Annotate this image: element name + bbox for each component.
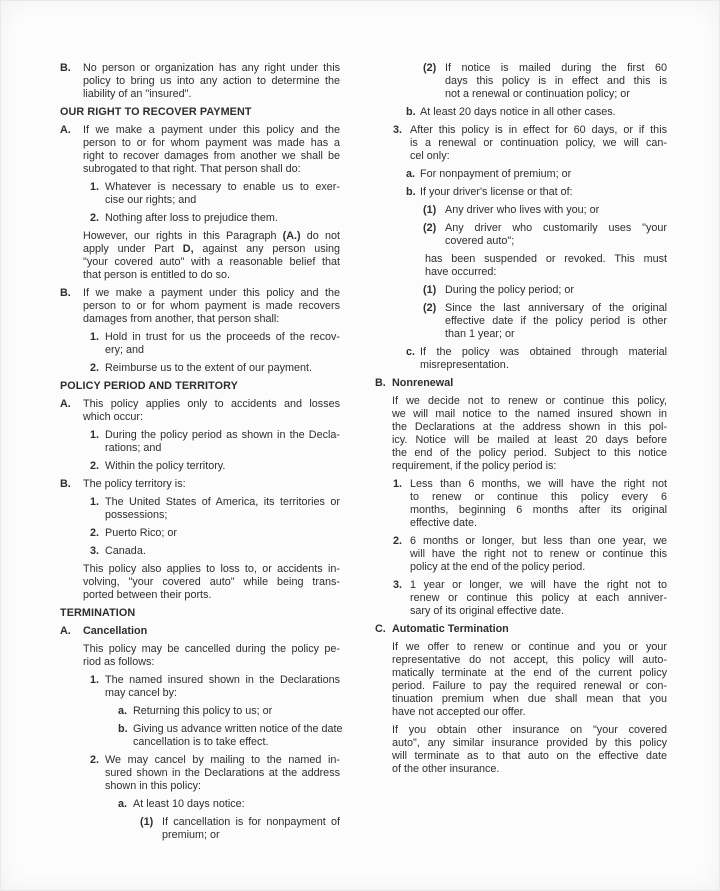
list-item	[60, 705, 340, 718]
list-item	[375, 478, 667, 530]
text-content: If the policy was obtained through material misrepresentation.	[420, 346, 667, 371]
text-content: This policy may be cancelled during the policy pe- riod as follows:	[83, 643, 340, 668]
text-content: Reimburse us to the extent of our payment.	[105, 362, 313, 374]
list-item	[375, 168, 667, 181]
text-content: Nothing after loss to prejudice them.	[105, 212, 278, 224]
list-item	[375, 124, 667, 163]
list-item	[375, 623, 667, 636]
list-item	[375, 284, 667, 297]
list-marker: 3.	[393, 579, 403, 591]
list-item	[60, 674, 340, 700]
section-heading	[60, 380, 340, 393]
text-content: If we make a payment under this policy and the person to or for whom payment was made has a right to recover damages from another we shall be subrogated to that right. That person shall do:	[83, 124, 340, 175]
text-content: Nonrenewal	[392, 377, 454, 389]
paragraph	[60, 563, 340, 602]
text-content: 1 year or longer, we will have the right not to renew or continue this policy at each anniver- sary of its original effective date.	[410, 579, 667, 617]
list-item	[60, 723, 343, 749]
text-content: At least 20 days notice in all other cases.	[420, 106, 616, 118]
text-content: has been suspended or revoked. This must have occurred:	[425, 253, 667, 278]
list-marker: a.	[406, 168, 416, 180]
list-marker: a.	[118, 705, 128, 717]
list-marker: (1)	[423, 284, 437, 296]
list-marker: A.	[60, 398, 71, 410]
list-marker: (2)	[423, 62, 437, 74]
text-content: For nonpayment of premium; or	[420, 168, 572, 180]
list-marker: (2)	[423, 302, 437, 314]
list-marker: b.	[406, 186, 416, 198]
list-marker: 2.	[90, 460, 100, 472]
list-item	[60, 798, 340, 811]
text-content: TERMINATION	[60, 607, 136, 619]
list-item	[375, 377, 667, 390]
list-item	[60, 625, 340, 638]
list-item	[60, 331, 340, 357]
list-marker: 1.	[90, 331, 100, 343]
text-content: Puerto Rico; or	[105, 527, 178, 539]
text-content: Any driver who lives with you; or	[445, 204, 600, 216]
list-item	[375, 62, 667, 101]
text-content: No person or organization has any right under this policy to bring us into any action to determine the liability of an "insured".	[83, 62, 340, 100]
section-heading	[60, 106, 340, 119]
text-content: Since the last anniversary of the original effective date if the policy period is other than 1 year; or	[445, 302, 667, 340]
list-marker: 1.	[90, 429, 100, 441]
list-item	[375, 186, 667, 199]
list-marker: b.	[118, 723, 128, 735]
list-marker: (1)	[423, 204, 437, 216]
text-content: Any driver who customarily uses "your covered auto";	[445, 222, 667, 247]
text-content: This policy also applies to loss to, or accidents in- volving, "your covered auto" while being trans- ported between their ports.	[83, 563, 340, 601]
list-item	[375, 579, 667, 618]
text-content: The United States of America, its territories or possessions;	[105, 496, 340, 521]
list-item	[60, 478, 340, 491]
list-item	[60, 545, 340, 558]
section-heading	[60, 607, 340, 620]
list-marker: 2.	[393, 535, 403, 547]
list-marker: 2.	[90, 362, 100, 374]
list-item	[60, 212, 340, 225]
list-item	[375, 204, 667, 217]
list-item	[60, 398, 340, 424]
paragraph	[375, 395, 667, 473]
list-marker: 1.	[90, 496, 100, 508]
list-item	[375, 535, 667, 574]
list-item	[60, 124, 340, 176]
paragraph	[60, 230, 340, 282]
list-marker: (2)	[423, 222, 437, 234]
paragraph	[60, 643, 340, 669]
list-item	[60, 429, 340, 455]
list-marker: b.	[406, 106, 416, 118]
text-content: Less than 6 months, we will have the right not to renew or continue this policy every 6 months, beginning 6 months after its original effective date.	[410, 478, 667, 529]
list-marker: B.	[60, 62, 71, 74]
list-item	[375, 222, 667, 248]
text-content: The policy territory is:	[83, 478, 186, 490]
list-marker: a.	[118, 798, 128, 810]
text-content: However, our rights in this Paragraph (A.) do not apply under Part D, against any person using "your covered auto" with a reasonable belief that that person is entitled to do so.	[83, 230, 340, 281]
list-marker: c.	[406, 346, 416, 358]
text-content: Giving us advance written notice of the date cancellation is to take effect.	[133, 723, 343, 748]
list-marker: B.	[60, 478, 71, 490]
column-right	[375, 62, 667, 781]
text-content: 6 months or longer, but less than one year, we will have the right not to renew or continue this policy at the end of the policy period.	[410, 535, 667, 573]
list-marker: B.	[375, 377, 386, 389]
list-marker: 2.	[90, 212, 100, 224]
text-content: Whatever is necessary to enable us to exer- cise our rights; and	[105, 181, 340, 206]
column-left	[60, 62, 343, 847]
list-marker: A.	[60, 124, 71, 136]
list-marker: A.	[60, 625, 71, 637]
list-marker: 2.	[90, 754, 100, 766]
text-content: Hold in trust for us the proceeds of the recov- ery; and	[105, 331, 340, 356]
text-content: Canada.	[105, 545, 146, 557]
list-item	[60, 287, 340, 326]
text-content: This policy applies only to accidents and losses which occur:	[83, 398, 340, 423]
list-marker: C.	[375, 623, 386, 635]
text-content: At least 10 days notice:	[133, 798, 245, 810]
text-content: If cancellation is for nonpayment of premium; or	[162, 816, 340, 841]
text-content: POLICY PERIOD AND TERRITORY	[60, 380, 238, 392]
text-content: OUR RIGHT TO RECOVER PAYMENT	[60, 106, 252, 118]
list-item	[60, 527, 340, 540]
text-content: We may cancel by mailing to the named in- sured shown in the Declarations at the address shown in this policy:	[105, 754, 340, 792]
list-item	[60, 362, 340, 375]
list-marker: B.	[60, 287, 71, 299]
list-marker: 3.	[393, 124, 403, 136]
list-item	[60, 816, 340, 842]
paragraph	[375, 724, 667, 776]
list-item	[375, 302, 667, 341]
text-content: If notice is mailed during the first 60 days this policy is in effect and this is not a renewal or continuation policy; or	[445, 62, 667, 100]
text-content: If we decide not to renew or continue this policy, we will mail notice to the named insured shown in the Declarations at the address shown in this pol- icy. Notice will be mailed at least 20 days before the end of the policy period. Subject to this notice requirement, if the policy period is:	[392, 395, 667, 472]
list-item	[60, 460, 340, 473]
list-item	[60, 754, 340, 793]
list-item	[60, 62, 340, 101]
text-content: Returning this policy to us; or	[133, 705, 273, 717]
list-marker: 1.	[90, 181, 100, 193]
list-marker: 1.	[90, 674, 100, 686]
text-content: If we make a payment under this policy and the person to or for whom payment is made recovers damages from another, that person shall:	[83, 287, 340, 325]
text-content: Within the policy territory.	[105, 460, 226, 472]
list-marker: 2.	[90, 527, 100, 539]
paragraph	[375, 641, 667, 719]
text-content: Automatic Termination	[392, 623, 509, 635]
text-content: If your driver's license or that of:	[420, 186, 573, 198]
list-marker: 3.	[90, 545, 100, 557]
paragraph	[375, 253, 667, 279]
list-marker: (1)	[140, 816, 154, 828]
list-item	[60, 496, 340, 522]
list-marker: 1.	[393, 478, 403, 490]
text-content: During the policy period as shown in the Decla- rations; and	[105, 429, 340, 454]
text-content: Cancellation	[83, 625, 148, 637]
text-content: After this policy is in effect for 60 days, or if this is a renewal or continuation policy, we will can- cel only:	[410, 124, 667, 162]
text-content: If we offer to renew or continue and you or your representative do not accept, this policy will auto- matically terminate at the end of the current policy period. Failure to pay the required renewal or con- tinuation premium when due shall mean that you have not accepted our offer.	[392, 641, 667, 718]
text-content: During the policy period; or	[445, 284, 575, 296]
list-item	[60, 181, 340, 207]
text-content: If you obtain other insurance on "your covered auto", any similar insurance provided by this policy will terminate as to that auto on the effective date of the other insurance.	[392, 724, 667, 775]
list-item	[375, 346, 667, 372]
text-content: The named insured shown in the Declarations may cancel by:	[105, 674, 340, 699]
list-item	[375, 106, 667, 119]
